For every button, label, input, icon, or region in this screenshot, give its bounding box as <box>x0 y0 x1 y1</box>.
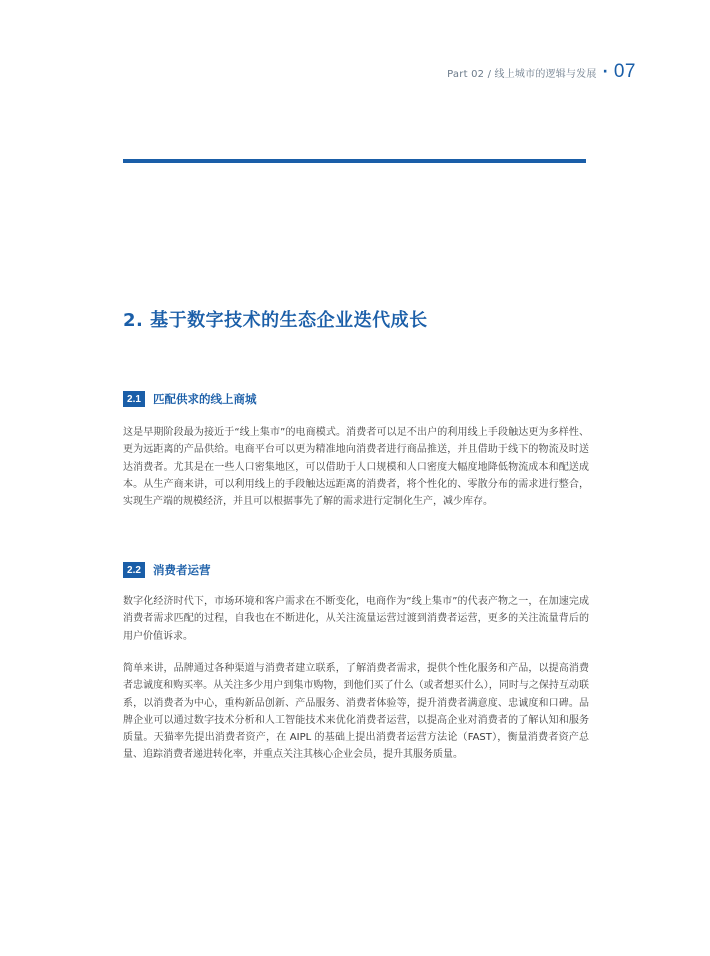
chapter-title: 2. 基于数字技术的生态企业迭代成长 <box>123 310 428 331</box>
header-separator-dot: · <box>602 64 608 80</box>
header-divider <box>123 159 586 163</box>
section-heading-2-1 <box>123 391 257 407</box>
section-2-2-paragraph-2: 简单来讲，品牌通过各种渠道与消费者建立联系，了解消费者需求，提供个性化服务和产品，以提高消费者忠诚度和购买率。从关注多少用户到集市购物，到他们买了什么（或者想买什么），同时与之保持互动联系，以消费者为中心，重构新品创新、产品服务、消费者体验等，提升消费者满意度、忠诚度和口碑。品牌企业可以通过数字技术分析和人工智能技术来优化消费者运营，以提高企业对消费者的了解认知和服务质量。天猫率先提出消费者资产，在 AIPL 的基础上提出消费者运营方法论（FAST），衡量消费者资产总量、追踪消费者递进转化率，并重点关注其核心企业会员，提升其服务质量。 <box>123 663 589 761</box>
page-number: 07 <box>613 61 636 82</box>
section-heading-2-2 <box>123 562 211 578</box>
section-title: 匹配供求的线上商城 <box>153 392 257 406</box>
header-section-label: Part 02 / 线上城市的逻辑与发展 <box>447 68 597 80</box>
section-number-badge: 2.2 <box>123 562 145 578</box>
section-title: 消费者运营 <box>153 563 211 577</box>
page-header <box>447 60 636 84</box>
section-number-badge: 2.1 <box>123 391 145 407</box>
section-2-1-paragraph-1: 这是早期阶段最为接近于“线上集市”的电商模式。消费者可以足不出户的利用线上手段触达更为多样性、更为远距离的产品供给。电商平台可以更为精准地向消费者进行商品推送，并且借助于线下的物流及时送达消费者。尤其是在一些人口密集地区，可以借助于人口规模和人口密度大幅度地降低物流成本和配送成本。从生产商来讲，可以利用线上的手段触达远距离的消费者，将个性化的、零散分布的需求进行整合，实现生产端的规模经济，并且可以根据事先了解的需求进行定制化生产，减少库存。 <box>123 427 589 508</box>
section-2-2-paragraph-1: 数字化经济时代下，市场环境和客户需求在不断变化，电商作为“线上集市”的代表产物之一，在加速完成消费者需求匹配的过程，自我也在不断进化，从关注流量运营过渡到消费者运营，更多的关注流量背后的用户价值诉求。 <box>123 596 589 642</box>
